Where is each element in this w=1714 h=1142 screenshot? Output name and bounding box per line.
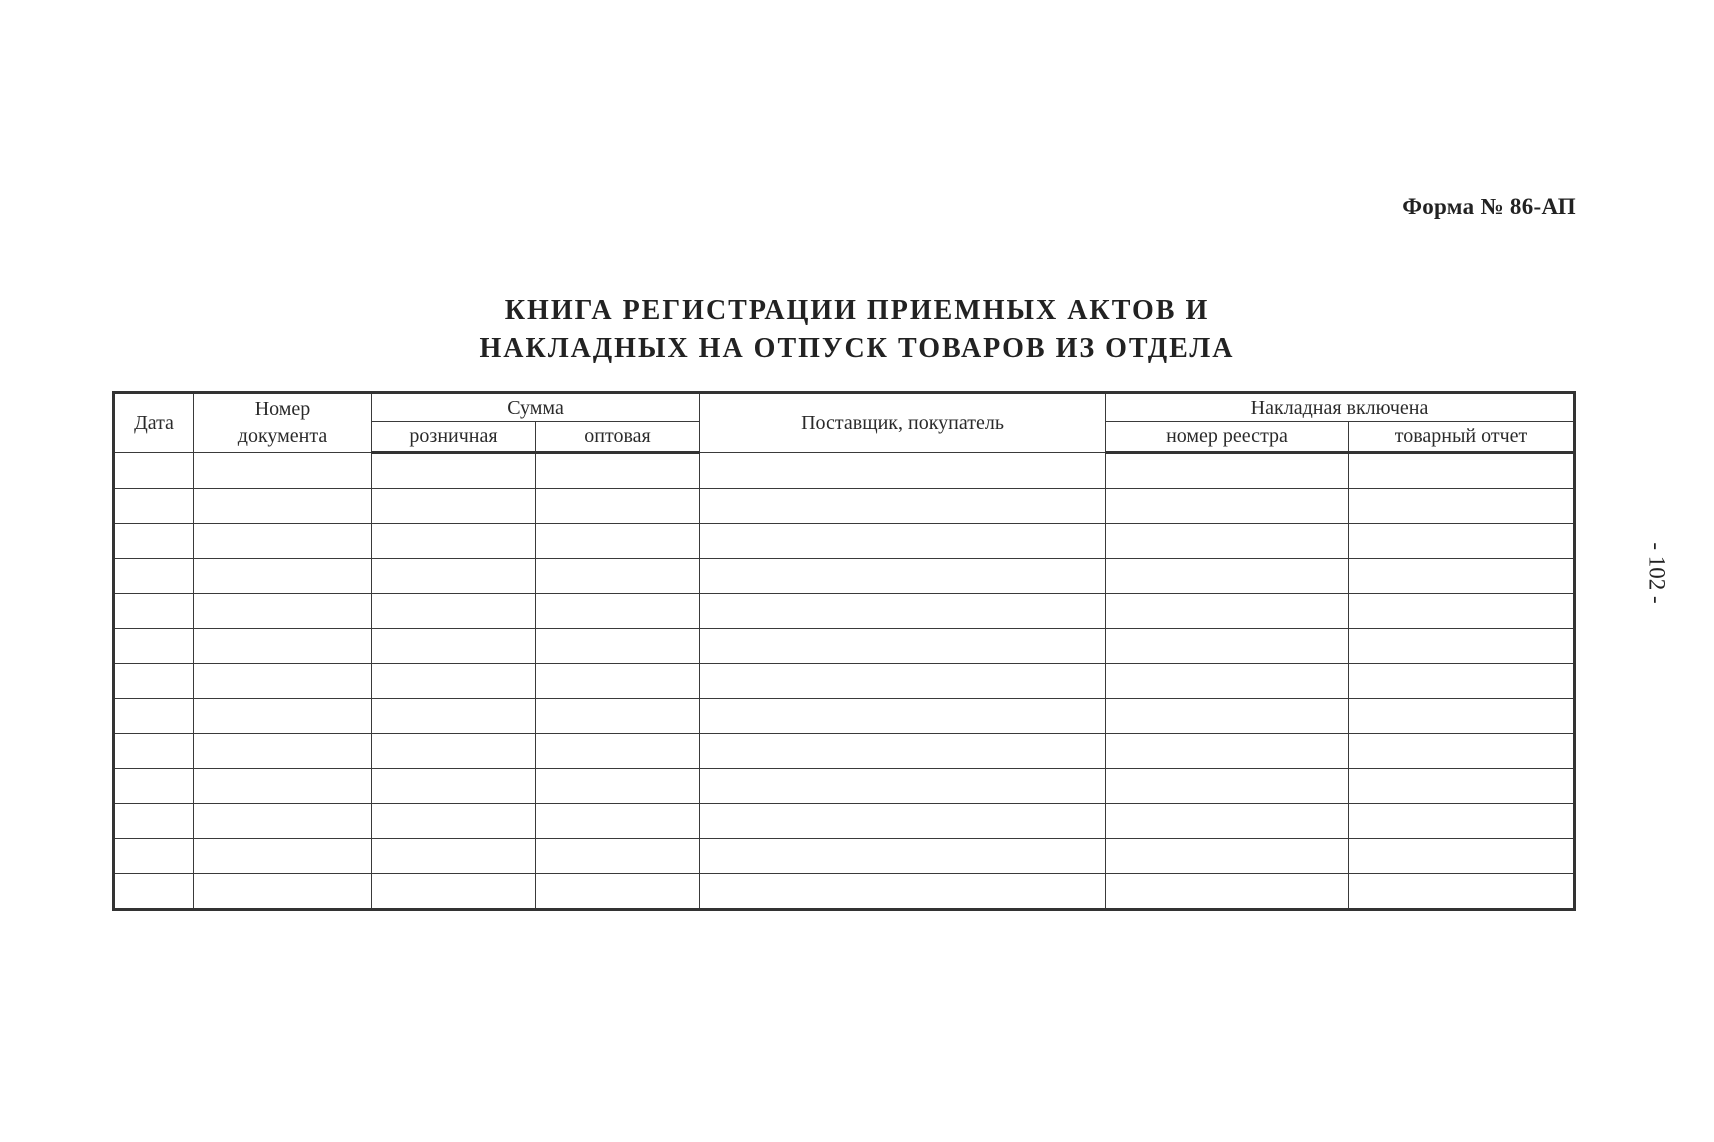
- cell-document-number: [194, 453, 372, 489]
- cell-registry-number: [1106, 839, 1349, 874]
- cell-date: [114, 453, 194, 489]
- cell-goods-report: [1349, 489, 1575, 524]
- document-title-line-2: НАКЛАДНЫХ НА ОТПУСК ТОВАРОВ ИЗ ОТДЕЛА: [479, 333, 1235, 364]
- cell-supplier-buyer: [700, 874, 1106, 910]
- cell-document-number: [194, 594, 372, 629]
- cell-sum-retail: [372, 524, 536, 559]
- page-number: - 102 -: [1644, 542, 1670, 604]
- header-document-number-line-2: документа: [237, 425, 328, 447]
- table-row: [114, 874, 1575, 910]
- cell-registry-number: [1106, 699, 1349, 734]
- cell-sum-wholesale: [536, 594, 700, 629]
- header-sum-wholesale: оптовая: [536, 422, 700, 453]
- cell-goods-report: [1349, 699, 1575, 734]
- cell-document-number: [194, 804, 372, 839]
- cell-registry-number: [1106, 453, 1349, 489]
- cell-document-number: [194, 524, 372, 559]
- cell-document-number: [194, 489, 372, 524]
- cell-sum-wholesale: [536, 699, 700, 734]
- cell-date: [114, 804, 194, 839]
- cell-goods-report: [1349, 629, 1575, 664]
- header-goods-report: товарный отчет: [1349, 422, 1575, 453]
- cell-date: [114, 699, 194, 734]
- cell-sum-retail: [372, 769, 536, 804]
- table-row: [114, 699, 1575, 734]
- cell-supplier-buyer: [700, 839, 1106, 874]
- table-row: [114, 839, 1575, 874]
- table-row: [114, 559, 1575, 594]
- cell-sum-retail: [372, 734, 536, 769]
- cell-supplier-buyer: [700, 664, 1106, 699]
- cell-registry-number: [1106, 594, 1349, 629]
- table-row: [114, 489, 1575, 524]
- cell-registry-number: [1106, 769, 1349, 804]
- cell-goods-report: [1349, 734, 1575, 769]
- cell-sum-retail: [372, 594, 536, 629]
- cell-date: [114, 664, 194, 699]
- cell-date: [114, 874, 194, 910]
- cell-registry-number: [1106, 489, 1349, 524]
- cell-date: [114, 594, 194, 629]
- header-document-number-line-1: Номер: [254, 398, 311, 420]
- registration-table: [112, 391, 1576, 911]
- cell-sum-wholesale: [536, 804, 700, 839]
- cell-document-number: [194, 769, 372, 804]
- cell-sum-retail: [372, 699, 536, 734]
- cell-date: [114, 734, 194, 769]
- cell-goods-report: [1349, 664, 1575, 699]
- cell-registry-number: [1106, 664, 1349, 699]
- form-number-label: Форма № 86-АП: [1402, 194, 1576, 219]
- cell-date: [114, 559, 194, 594]
- cell-registry-number: [1106, 804, 1349, 839]
- cell-supplier-buyer: [700, 453, 1106, 489]
- table-row: [114, 804, 1575, 839]
- cell-supplier-buyer: [700, 699, 1106, 734]
- cell-supplier-buyer: [700, 734, 1106, 769]
- table-row: [114, 769, 1575, 804]
- cell-goods-report: [1349, 769, 1575, 804]
- cell-goods-report: [1349, 804, 1575, 839]
- cell-sum-retail: [372, 559, 536, 594]
- cell-date: [114, 769, 194, 804]
- table-row: [114, 734, 1575, 769]
- cell-sum-wholesale: [536, 453, 700, 489]
- cell-document-number: [194, 699, 372, 734]
- cell-registry-number: [1106, 734, 1349, 769]
- cell-supplier-buyer: [700, 629, 1106, 664]
- header-document-number: [194, 393, 372, 453]
- cell-registry-number: [1106, 874, 1349, 910]
- cell-document-number: [194, 629, 372, 664]
- document-title: [0, 292, 1714, 368]
- header-sum: Сумма: [372, 393, 700, 422]
- cell-supplier-buyer: [700, 559, 1106, 594]
- cell-registry-number: [1106, 559, 1349, 594]
- cell-sum-wholesale: [536, 874, 700, 910]
- cell-supplier-buyer: [700, 804, 1106, 839]
- cell-registry-number: [1106, 629, 1349, 664]
- cell-sum-wholesale: [536, 489, 700, 524]
- cell-goods-report: [1349, 524, 1575, 559]
- table-body: [114, 453, 1575, 910]
- cell-sum-retail: [372, 874, 536, 910]
- cell-document-number: [194, 839, 372, 874]
- cell-supplier-buyer: [700, 489, 1106, 524]
- cell-supplier-buyer: [700, 769, 1106, 804]
- cell-sum-retail: [372, 453, 536, 489]
- cell-date: [114, 629, 194, 664]
- header-date: Дата: [114, 393, 194, 453]
- cell-goods-report: [1349, 594, 1575, 629]
- document-title-line-1: КНИГА РЕГИСТРАЦИИ ПРИЕМНЫХ АКТОВ И: [504, 295, 1210, 326]
- cell-document-number: [194, 559, 372, 594]
- cell-goods-report: [1349, 559, 1575, 594]
- table-row: [114, 664, 1575, 699]
- cell-goods-report: [1349, 453, 1575, 489]
- cell-sum-retail: [372, 664, 536, 699]
- cell-sum-retail: [372, 839, 536, 874]
- cell-sum-retail: [372, 804, 536, 839]
- cell-date: [114, 524, 194, 559]
- cell-document-number: [194, 874, 372, 910]
- cell-supplier-buyer: [700, 594, 1106, 629]
- cell-sum-retail: [372, 489, 536, 524]
- cell-date: [114, 839, 194, 874]
- cell-sum-wholesale: [536, 664, 700, 699]
- header-registry-number: номер реестра: [1106, 422, 1349, 453]
- cell-sum-wholesale: [536, 769, 700, 804]
- cell-sum-wholesale: [536, 559, 700, 594]
- cell-sum-wholesale: [536, 524, 700, 559]
- cell-goods-report: [1349, 839, 1575, 874]
- cell-goods-report: [1349, 874, 1575, 910]
- table-row: [114, 594, 1575, 629]
- cell-document-number: [194, 734, 372, 769]
- cell-document-number: [194, 664, 372, 699]
- header-supplier-buyer: Поставщик, покупатель: [700, 393, 1106, 453]
- cell-sum-wholesale: [536, 839, 700, 874]
- cell-sum-retail: [372, 629, 536, 664]
- header-invoice-included: Накладная включена: [1106, 393, 1575, 422]
- cell-date: [114, 489, 194, 524]
- cell-registry-number: [1106, 524, 1349, 559]
- cell-supplier-buyer: [700, 524, 1106, 559]
- table-row: [114, 629, 1575, 664]
- table-row: [114, 524, 1575, 559]
- cell-sum-wholesale: [536, 629, 700, 664]
- cell-sum-wholesale: [536, 734, 700, 769]
- table-row: [114, 453, 1575, 489]
- header-sum-retail: розничная: [372, 422, 536, 453]
